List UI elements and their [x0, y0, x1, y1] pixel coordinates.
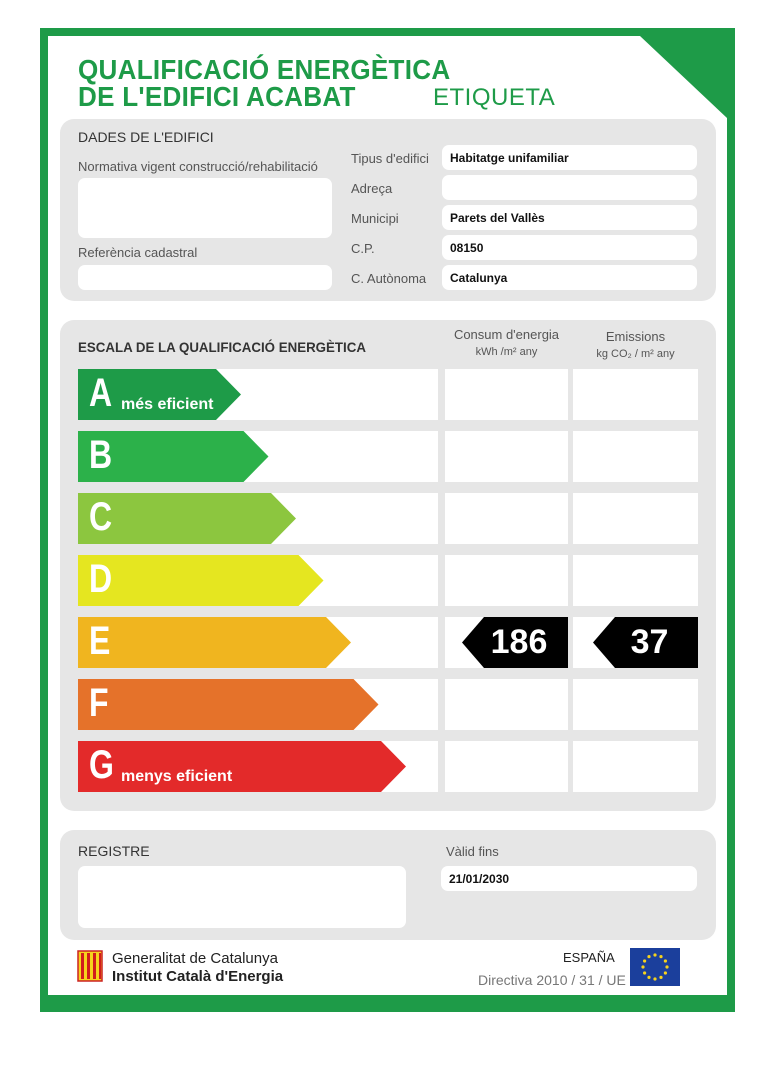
emissions-badge-value: 37 [630, 623, 669, 661]
registre-panel [60, 830, 716, 940]
consum-cell [445, 369, 568, 420]
normativa-field[interactable] [78, 178, 332, 238]
eu-star [643, 959, 646, 962]
building-panel [60, 119, 716, 301]
scale-section-title: ESCALA DE LA QUALIFICACIÓ ENERGÈTICA [78, 339, 366, 355]
rating-bar-a [78, 369, 241, 419]
consum-cell [445, 493, 568, 544]
eu-star [659, 976, 662, 979]
emissions-cell [573, 431, 698, 482]
eu-star [659, 955, 662, 958]
rating-bar-d [78, 555, 324, 605]
rating-bar-c [78, 493, 296, 543]
eu-star [665, 965, 668, 968]
emissions-cell [573, 493, 698, 544]
municipi-label: Municipi [351, 211, 399, 226]
cp-label: C.P. [351, 241, 375, 256]
cp-field[interactable]: 08150 [442, 235, 697, 260]
normativa-label: Normativa vigent construcció/rehabilitació [78, 159, 318, 174]
tipus-label: Tipus d'edifici [351, 151, 429, 166]
tipus-field[interactable]: Habitatge unifamiliar [442, 145, 697, 170]
valid-label: Vàlid fins [446, 844, 499, 859]
rating-bar-f [78, 679, 379, 729]
eu-star [641, 965, 644, 968]
org-line2: Institut Català d'Energia [112, 968, 284, 985]
consum-cell [445, 679, 568, 730]
rating-sublabel: menys eficient [121, 768, 233, 785]
consum-badge-value: 186 [490, 623, 548, 661]
rating-letter: A [89, 371, 113, 415]
title-line2: DE L'EDIFICI ACABAT [78, 81, 356, 112]
rating-letter: C [89, 495, 113, 539]
consum-badge [462, 617, 568, 668]
rating-letter: D [89, 557, 113, 601]
catalan-flag-emblem-icon [77, 950, 103, 982]
rating-letter: G [89, 743, 114, 787]
referencia-label: Referència cadastral [78, 245, 198, 260]
emissions-cell [573, 679, 698, 730]
emissions-unit: kg CO₂ / m² any [596, 348, 675, 360]
eu-star [653, 953, 656, 956]
rating-bar-e [78, 617, 351, 667]
rating-letter: E [89, 619, 111, 663]
autonoma-label: C. Autònoma [351, 271, 427, 286]
country-label: ESPAÑA [563, 950, 615, 965]
scale-panel [60, 320, 716, 811]
eu-star [647, 955, 650, 958]
rating-bar-g [78, 741, 406, 791]
eu-star [664, 971, 667, 974]
consum-unit: kWh /m² any [475, 346, 538, 358]
autonoma-field[interactable]: Catalunya [442, 265, 697, 290]
consum-cell [445, 431, 568, 482]
emissions-cell [573, 741, 698, 792]
consum-cell [445, 741, 568, 792]
consum-title: Consum d'energia [453, 327, 560, 342]
emissions-badge [593, 617, 698, 668]
label-body [48, 36, 727, 995]
eu-star [647, 976, 650, 979]
eu-star [643, 971, 646, 974]
etiqueta-label: ETIQUETA [433, 84, 556, 111]
title-line1: QUALIFICACIÓ ENERGÈTICA [78, 54, 451, 85]
building-section-title: DADES DE L'EDIFICI [78, 129, 214, 145]
rating-letter: F [89, 681, 109, 725]
registre-field[interactable] [78, 866, 406, 928]
consum-cell [445, 555, 568, 606]
adreca-field[interactable] [442, 175, 697, 200]
eu-star [653, 977, 656, 980]
eu-star [664, 959, 667, 962]
directive-label: Directiva 2010 / 31 / UE [478, 972, 626, 988]
municipi-field[interactable]: Parets del Vallès [442, 205, 697, 230]
valid-field[interactable]: 21/01/2030 [441, 866, 697, 891]
rating-bar-b [78, 431, 269, 481]
referencia-field[interactable] [78, 265, 332, 290]
emissions-title: Emissions [605, 329, 666, 344]
org-line1: Generalitat de Catalunya [112, 950, 278, 967]
rating-letter: B [89, 433, 113, 477]
eu-flag-icon [630, 948, 680, 986]
adreca-label: Adreça [351, 181, 393, 196]
registre-section-title: REGISTRE [78, 843, 150, 859]
emissions-cell [573, 369, 698, 420]
emissions-cell [573, 555, 698, 606]
rating-sublabel: més eficient [121, 396, 214, 413]
